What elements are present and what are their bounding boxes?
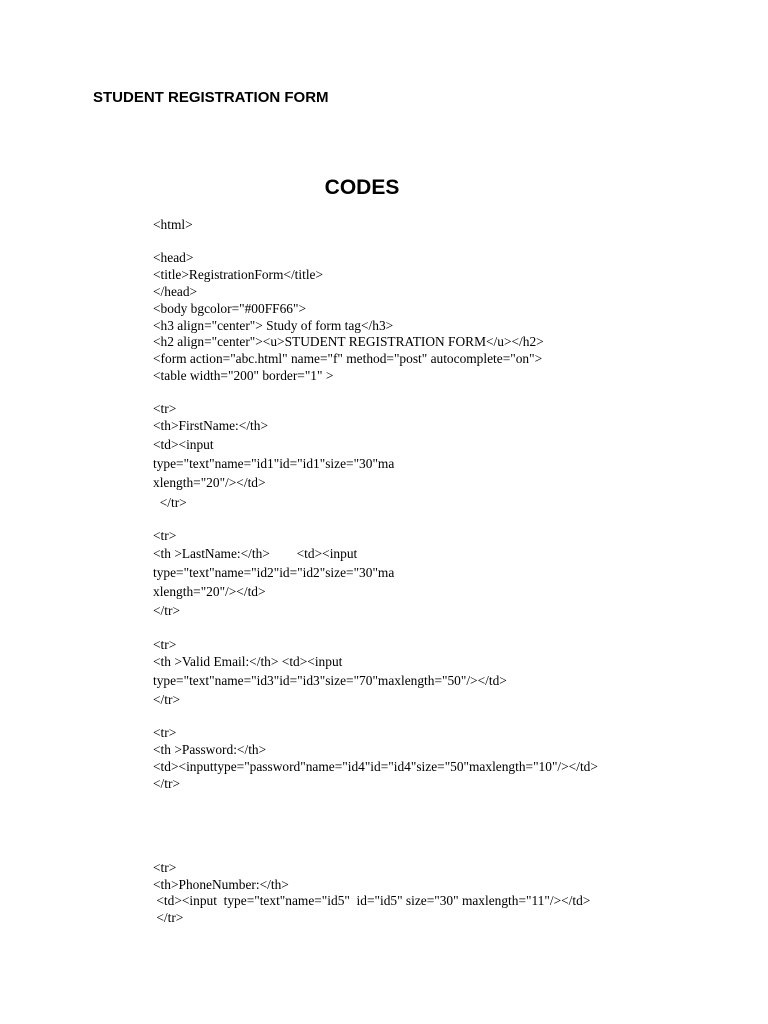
code-line: type="text"name="id3"id="id3"size="70"maxlength="50"/></td> (153, 673, 507, 688)
code-line: <body bgcolor="#00FF66"> (153, 301, 306, 316)
code-line: xlength="20"/></td> (153, 475, 266, 490)
code-line: <tr> (153, 725, 177, 740)
code-line: <th >LastName:</th> <td><input (153, 546, 358, 561)
code-line: <th >Password:</th> (153, 742, 267, 757)
code-line: </tr> (153, 603, 181, 618)
code-line: <h3 align="center"> Study of form tag</h3> (153, 318, 394, 333)
code-line: <form action="abc.html" name="f" method="post" autocomplete="on"> (153, 351, 543, 366)
code-line: <title>RegistrationForm</title> (153, 267, 324, 282)
code-line: <table width="200" border="1" > (153, 368, 334, 383)
code-line: type="text"name="id2"id="id2"size="30"ma (153, 565, 395, 580)
code-line: </tr> (153, 495, 187, 510)
code-line: </tr> (153, 910, 184, 925)
codes-title: CODES (324, 176, 400, 199)
code-line: <tr> (153, 528, 177, 543)
code-line: <tr> (153, 637, 177, 652)
document-heading: STUDENT REGISTRATION FORM (93, 89, 329, 106)
code-line: <td><input (153, 437, 214, 452)
code-line: <head> (153, 250, 194, 265)
code-line: <tr> (153, 860, 177, 875)
code-line: type="text"name="id1"id="id1"size="30"ma (153, 456, 395, 471)
code-line: </head> (153, 284, 198, 299)
code-line: <html> (153, 217, 193, 232)
code-line: <td><input type="text"name="id5" id="id5" size="30" maxlength="11"/></td> (153, 893, 591, 908)
code-line: </tr> (153, 692, 181, 707)
code-line: </tr> (153, 776, 181, 791)
code-line: <h2 align="center"><u>STUDENT REGISTRATION FORM</u></h2> (153, 334, 544, 349)
code-line: <th>FirstName:</th> (153, 418, 269, 433)
code-line: <th>PhoneNumber:</th> (153, 877, 289, 892)
code-line: xlength="20"/></td> (153, 584, 266, 599)
code-line: <th >Valid Email:</th> <td><input (153, 654, 343, 669)
code-line: <td><inputtype="password"name="id4"id="id4"size="50"maxlength="10"/></td> (153, 759, 598, 774)
code-line: <tr> (153, 401, 177, 416)
